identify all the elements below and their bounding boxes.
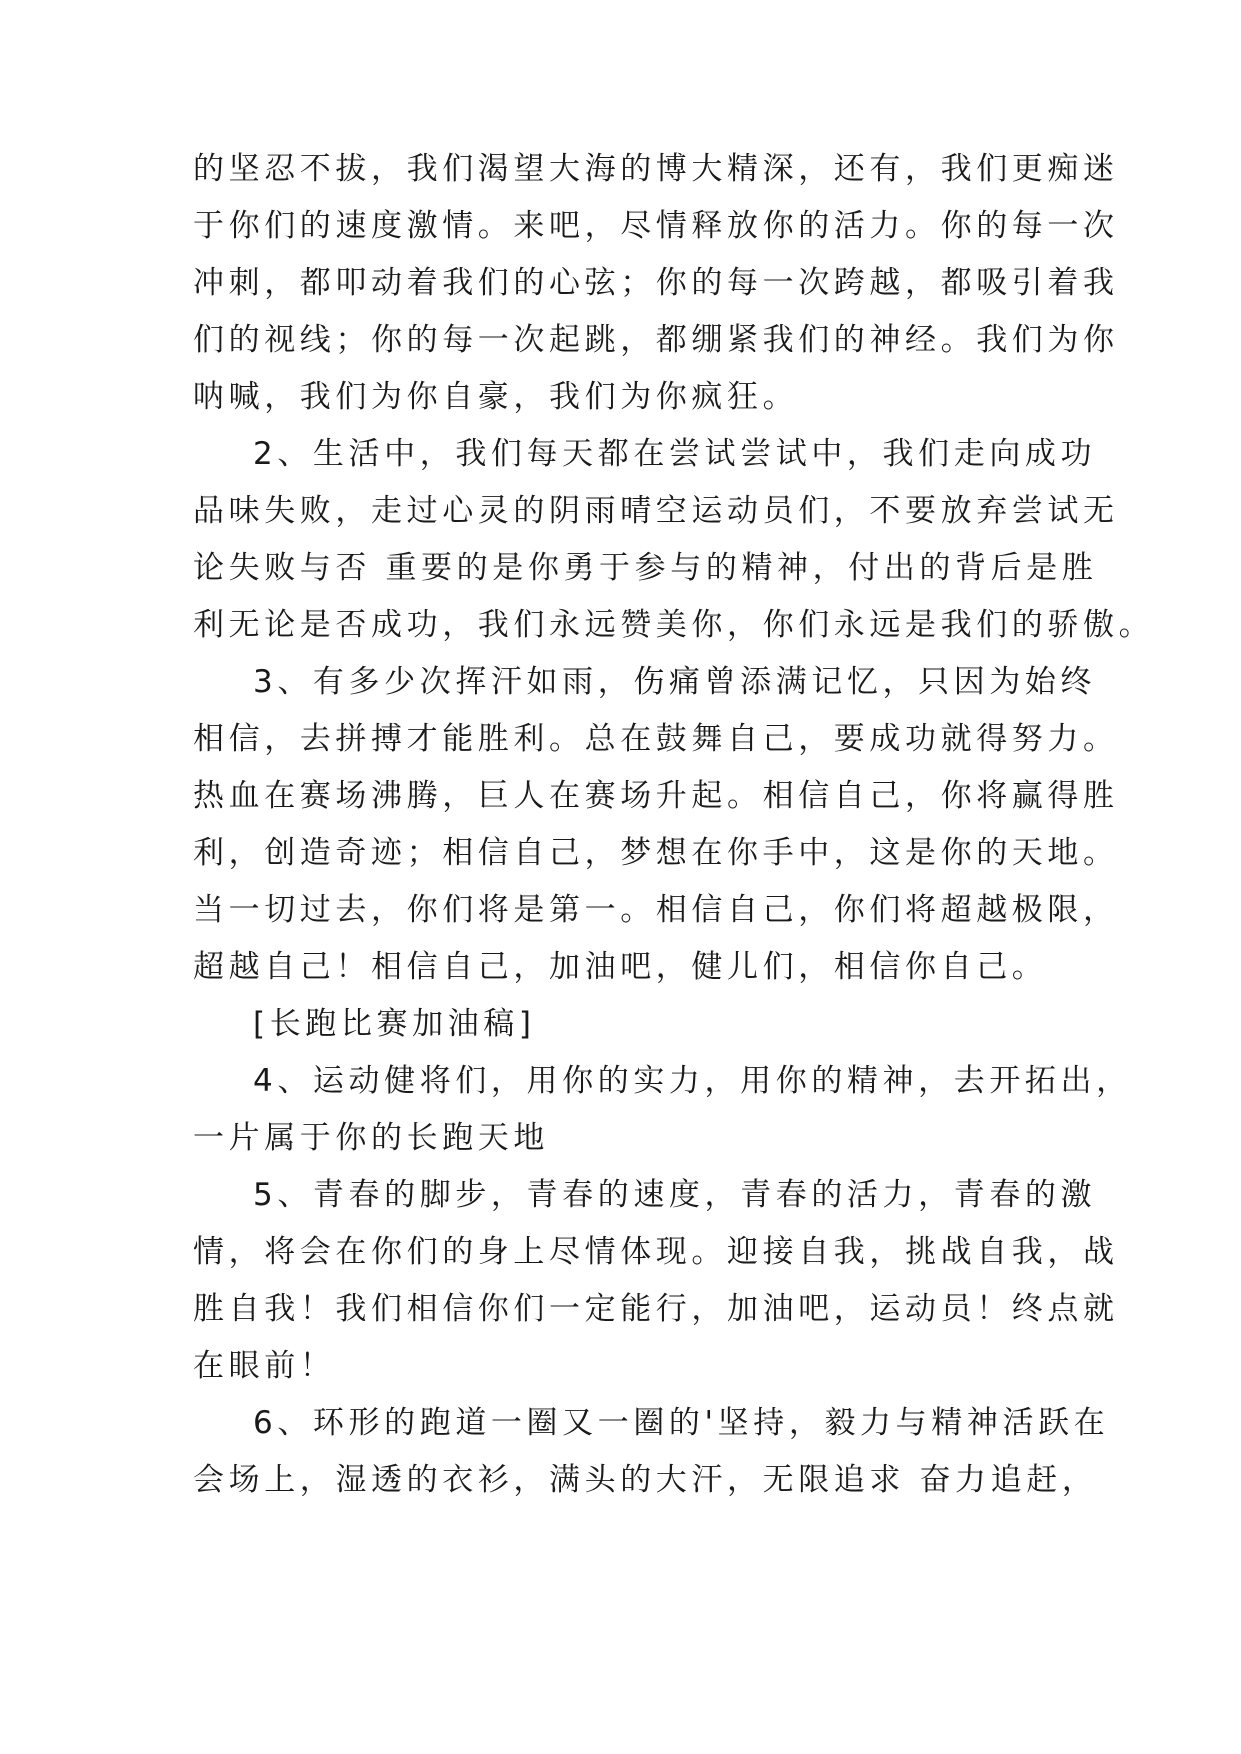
paragraph-6-start: 6、环形的跑道一圈又一圈的'坚持，毅力与精神活跃在 xyxy=(253,1405,1110,1441)
paragraph-5-start: 5、青春的脚步，青春的速度，青春的活力，青春的激 xyxy=(253,1177,1097,1213)
text-line: 相信，去拼搏才能胜利。总在鼓舞自己，要成功就得努力。 xyxy=(193,721,1119,757)
text-line: 在眼前！ xyxy=(193,1348,336,1384)
text-line: 品味失败，走过心灵的阴雨晴空运动员们，不要放弃尝试无 xyxy=(193,493,1119,529)
text-line: 论失败与否 重要的是你勇于参与的精神，付出的背后是胜 xyxy=(193,550,1098,586)
text-line: 会场上，湿透的衣衫，满头的大汗，无限追求 奋力追赶， xyxy=(193,1462,1098,1498)
text-line: 利无论是否成功，我们永远赞美你，你们永远是我们的骄傲。 xyxy=(193,607,1155,643)
text-line: 情，将会在你们的身上尽情体现。迎接自我，挑战自我，战 xyxy=(193,1234,1119,1270)
section-heading: [长跑比赛加油稿] xyxy=(253,1006,536,1042)
paragraph-4-start: 4、运动健将们，用你的实力，用你的精神，去开拓出， xyxy=(253,1063,1132,1099)
text-line: 于你们的速度激情。来吧，尽情释放你的活力。你的每一次 xyxy=(193,208,1119,244)
text-line: 的坚忍不拔，我们渴望大海的博大精深，还有，我们更痴迷 xyxy=(193,151,1119,187)
text-line: 一片属于你的长跑天地 xyxy=(193,1120,549,1156)
text-line: 们的视线；你的每一次起跳，都绷紧我们的神经。我们为你 xyxy=(193,322,1119,358)
text-line: 利，创造奇迹；相信自己，梦想在你手中，这是你的天地。 xyxy=(193,835,1119,871)
paragraph-2-start: 2、生活中，我们每天都在尝试尝试中，我们走向成功 xyxy=(253,436,1097,472)
text-line: 胜自我！我们相信你们一定能行，加油吧，运动员！终点就 xyxy=(193,1291,1119,1327)
text-line: 当一切过去，你们将是第一。相信自己，你们将超越极限， xyxy=(193,892,1119,928)
paragraph-3-start: 3、有多少次挥汗如雨，伤痛曾添满记忆，只因为始终 xyxy=(253,664,1097,700)
text-line: 超越自己！相信自己，加油吧，健儿们，相信你自己。 xyxy=(193,949,1048,985)
text-line: 热血在赛场沸腾，巨人在赛场升起。相信自己，你将赢得胜 xyxy=(193,778,1119,814)
text-line: 冲刺，都叩动着我们的心弦；你的每一次跨越，都吸引着我 xyxy=(193,265,1119,301)
text-line: 呐喊，我们为你自豪，我们为你疯狂。 xyxy=(193,379,799,415)
